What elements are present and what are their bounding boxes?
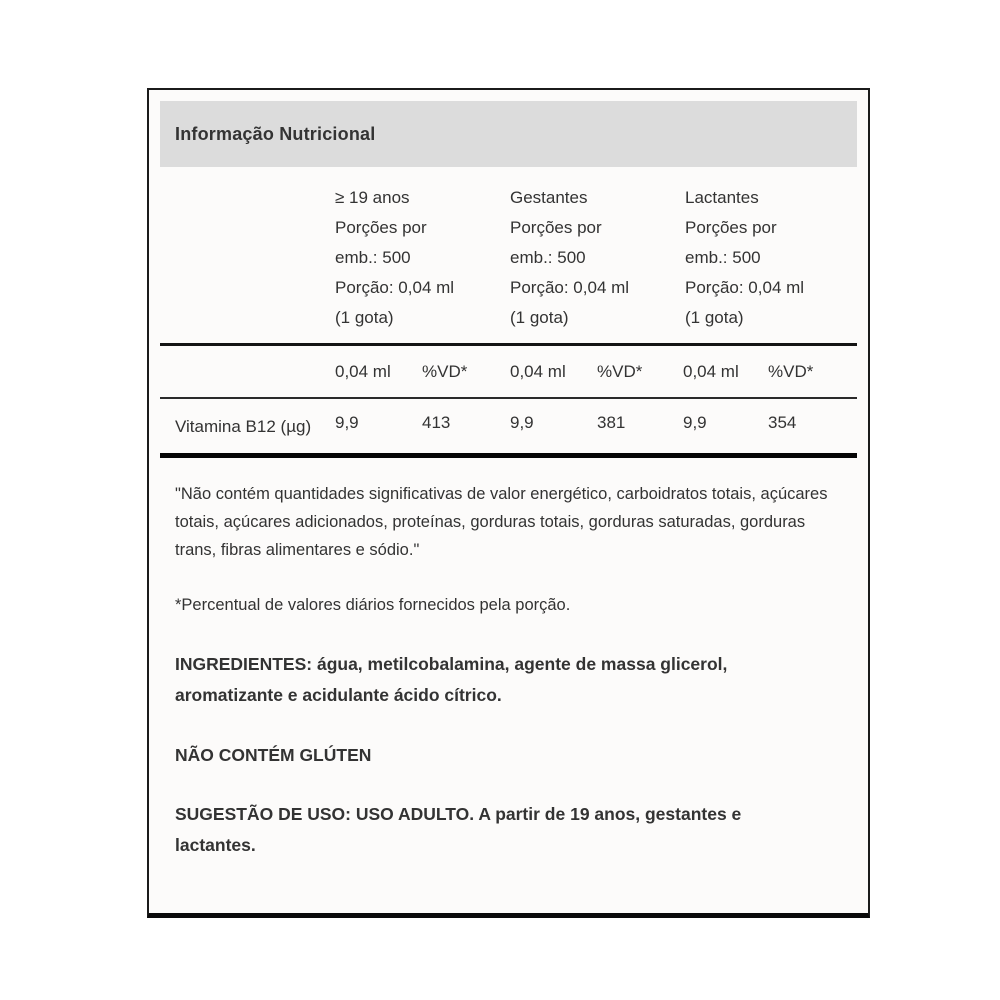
group-emb-line: emb.: 500	[335, 248, 411, 267]
measure-amount: 0,04 ml	[683, 362, 739, 381]
column-headers-row	[160, 183, 857, 343]
column-group-adults	[335, 183, 510, 333]
measure-header-row	[160, 343, 857, 399]
group-age-label: ≥ 19 anos	[335, 188, 410, 207]
nutrient-name: Vitamina B12 (µg)	[175, 417, 312, 436]
group-servings-line: Porções por	[685, 218, 777, 237]
group-emb-line: emb.: 500	[685, 248, 761, 267]
panel-title: Informação Nutricional	[175, 123, 376, 144]
value-vd-pregnant: 381	[597, 413, 626, 432]
group-drop-line: (1 gota)	[335, 308, 394, 327]
group-emb-line: emb.: 500	[510, 248, 586, 267]
group-portion-line: Porção: 0,04 ml	[335, 278, 455, 297]
nutrition-facts-panel	[147, 88, 870, 918]
table-row-vitamin-b12	[160, 399, 857, 458]
label-column-spacer	[160, 183, 335, 333]
ingredients-text: INGREDIENTES: água, metilcobalamina, agente de massa glicerol, aromatizante e acidulante ácido cítrico.	[175, 654, 728, 705]
measure-amount: 0,04 ml	[510, 362, 566, 381]
measure-vd: %VD*	[422, 362, 468, 381]
note-percent-daily-values: *Percentual de valores diários fornecidos pela porção.	[175, 596, 571, 614]
group-drop-line: (1 gota)	[510, 308, 569, 327]
group-age-label: Gestantes	[510, 188, 588, 207]
group-portion-line: Porção: 0,04 ml	[510, 278, 630, 297]
column-group-pregnant	[510, 183, 685, 333]
label-column-spacer	[160, 362, 335, 382]
group-servings-line: Porções por	[510, 218, 602, 237]
group-servings-line: Porções por	[335, 218, 427, 237]
note-no-significant-amounts: "Não contém quantidades significativas de valor energético, carboidratos totais, açúcares totais, açúcares adicionados, proteínas, gorduras totais, gorduras saturadas, gorduras trans, fibras alimentares e sódio."	[175, 485, 828, 559]
measure-amount: 0,04 ml	[335, 362, 391, 381]
value-vd-lactating: 354	[768, 413, 797, 432]
value-amount-lactating: 9,9	[683, 413, 707, 432]
panel-inner	[160, 101, 857, 861]
group-portion-line: Porção: 0,04 ml	[685, 278, 805, 297]
measure-vd: %VD*	[768, 362, 814, 381]
gluten-free-text: NÃO CONTÉM GLÚTEN	[175, 745, 372, 765]
usage-suggestion-text: SUGESTÃO DE USO: USO ADULTO. A partir de 19 anos, gestantes e lactantes.	[175, 804, 742, 855]
measure-vd: %VD*	[597, 362, 643, 381]
group-age-label: Lactantes	[685, 188, 759, 207]
notes-section	[160, 458, 857, 861]
column-group-lactating	[685, 183, 857, 333]
value-amount-pregnant: 9,9	[510, 413, 534, 432]
value-amount-adults: 9,9	[335, 413, 359, 432]
title-band	[160, 101, 857, 167]
value-vd-adults: 413	[422, 413, 451, 432]
group-drop-line: (1 gota)	[685, 308, 744, 327]
